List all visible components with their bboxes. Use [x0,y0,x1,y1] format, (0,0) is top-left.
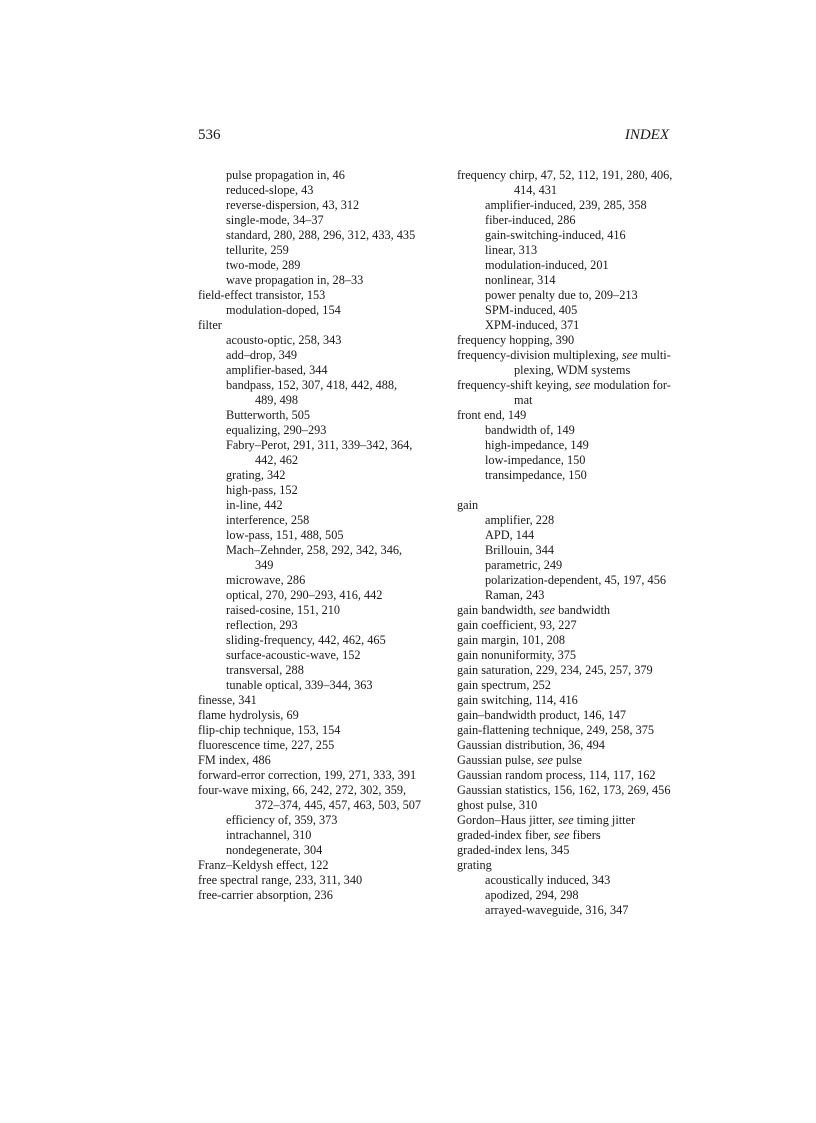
index-subentry: bandwidth of, 149 [485,423,575,437]
index-entry: gain saturation, 229, 234, 245, 257, 379 [457,663,653,677]
index-subentry: nonlinear, 314 [485,273,556,287]
index-entry [457,348,682,363]
index-subentry: XPM-induced, 371 [485,318,580,332]
index-entry: ghost pulse, 310 [457,798,538,812]
index-entry-continuation: 372–374, 445, 457, 463, 503, 507 [255,798,422,812]
index-subentry: tunable optical, 339–344, 363 [226,678,373,692]
index-term: frequency-division multiplexing, [457,348,622,362]
index-entry [457,813,682,828]
index-subentry: acoustically induced, 343 [485,873,611,887]
see-reference: see [537,753,553,767]
index-entry-continuation: mat [514,393,533,407]
index-entry: gain [457,498,479,512]
index-entry: gain-flattening technique, 249, 258, 375 [457,723,655,737]
index-subentry: arrayed-waveguide, 316, 347 [485,903,629,917]
index-subentry: transversal, 288 [226,663,304,677]
index-subentry: transimpedance, 150 [485,468,587,482]
see-reference: see [539,603,556,617]
index-entry: gain switching, 114, 416 [457,693,578,707]
index-subentry: Fabry–Perot, 291, 311, 339–342, 364, [226,438,413,452]
index-subentry: polarization-dependent, 45, 197, 456 [485,573,666,587]
index-subentry: equalizing, 290–293 [226,423,327,437]
index-subentry: Mach–Zehnder, 258, 292, 342, 346, [226,543,403,557]
running-head: INDEX [624,127,669,143]
index-subentry: modulation-doped, 154 [226,303,341,317]
index-subentry: low-pass, 151, 488, 505 [226,528,344,542]
index-subentry: reverse-dispersion, 43, 312 [226,198,360,212]
index-subentry: efficiency of, 359, 373 [226,813,338,827]
see-reference: see [621,348,638,362]
index-entry: Gaussian distribution, 36, 494 [457,738,605,752]
index-subentry: standard, 280, 288, 296, 312, 433, 435 [226,228,416,242]
index-subentry: tellurite, 259 [226,243,289,257]
index-entry: field-effect transistor, 153 [198,288,326,302]
index-subentry: high-impedance, 149 [485,438,589,452]
page-header [198,127,669,147]
see-target: fibers [569,828,601,842]
index-entry: flame hydrolysis, 69 [198,708,299,722]
index-subentry: apodized, 294, 298 [485,888,579,902]
index-entry: gain coefficient, 93, 227 [457,618,577,632]
index-term: graded-index fiber, [457,828,554,842]
index-entry: free-carrier absorption, 236 [198,888,333,902]
index-term: Gordon–Haus jitter, [457,813,558,827]
see-reference: see [553,828,570,842]
see-reference: see [557,813,574,827]
index-subentry: raised-cosine, 151, 210 [226,603,341,617]
index-entry: free spectral range, 233, 311, 340 [198,873,363,887]
index-subentry: power penalty due to, 209–213 [485,288,638,302]
index-subentry: microwave, 286 [226,573,306,587]
index-entry: finesse, 341 [198,693,257,707]
index-subentry: low-impedance, 150 [485,453,586,467]
index-subentry: wave propagation in, 28–33 [226,273,364,287]
index-entry: four-wave mixing, 66, 242, 272, 302, 359, [198,783,407,797]
index-entry-continuation: 442, 462 [255,453,299,467]
section-gap [457,483,682,498]
see-target: modulation for- [590,378,671,392]
index-subentry: surface-acoustic-wave, 152 [226,648,361,662]
index-entry: gain nonuniformity, 375 [457,648,577,662]
index-subentry: add–drop, 349 [226,348,298,362]
see-target: bandwidth [555,603,611,617]
index-subentry: pulse propagation in, 46 [226,168,345,182]
index-entry: fluorescence time, 227, 255 [198,738,335,752]
index-subentry: modulation-induced, 201 [485,258,609,272]
index-entry: Franz–Keldysh effect, 122 [198,858,329,872]
index-subentry: nondegenerate, 304 [226,843,323,857]
index-entry: gain spectrum, 252 [457,678,551,692]
index-subentry: reflection, 293 [226,618,298,632]
index-entry: front end, 149 [457,408,527,422]
index-entry-continuation: 489, 498 [255,393,299,407]
index-column-left [198,168,420,903]
index-entry: flip-chip technique, 153, 154 [198,723,341,737]
index-subentry: single-mode, 34–37 [226,213,324,227]
index-entry: gain margin, 101, 208 [457,633,566,647]
index-entry: graded-index lens, 345 [457,843,570,857]
index-entry: filter [198,318,222,332]
index-entry: grating [457,858,492,872]
index-entry: frequency chirp, 47, 52, 112, 191, 280, 406, [457,168,673,182]
index-subentry: APD, 144 [485,528,535,542]
index-entry-continuation: plexing, WDM systems [514,363,631,377]
index-subentry: linear, 313 [485,243,538,257]
index-subentry: amplifier-based, 344 [226,363,328,377]
see-target: timing jitter [573,813,636,827]
index-subentry: Butterworth, 505 [226,408,311,422]
index-entry: frequency hopping, 390 [457,333,575,347]
index-entry [457,603,682,618]
index-term: gain bandwidth, [457,603,540,617]
index-entry: Gaussian random process, 114, 117, 162 [457,768,656,782]
index-subentry: bandpass, 152, 307, 418, 442, 488, [226,378,398,392]
index-entry [457,828,682,843]
index-subentry: SPM-induced, 405 [485,303,578,317]
index-subentry: grating, 342 [226,468,286,482]
index-subentry: reduced-slope, 43 [226,183,314,197]
index-subentry: intrachannel, 310 [226,828,312,842]
see-target: pulse [552,753,582,767]
index-subentry: amplifier, 228 [485,513,555,527]
index-subentry: amplifier-induced, 239, 285, 358 [485,198,647,212]
index-subentry: acousto-optic, 258, 343 [226,333,342,347]
index-subentry: interference, 258 [226,513,310,527]
see-target: multi- [637,348,671,362]
index-subentry: sliding-frequency, 442, 462, 465 [226,633,386,647]
index-subentry: two-mode, 289 [226,258,301,272]
index-column-right [457,168,682,918]
index-subentry: parametric, 249 [485,558,563,572]
index-entry: Gaussian statistics, 156, 162, 173, 269, 456 [457,783,671,797]
index-entry: FM index, 486 [198,753,271,767]
index-term: Gaussian pulse, [457,753,538,767]
index-entry: forward-error correction, 199, 271, 333, 391 [198,768,417,782]
index-subentry: high-pass, 152 [226,483,298,497]
index-entry-continuation: 349 [255,558,274,572]
index-subentry: fiber-induced, 286 [485,213,576,227]
index-subentry: in-line, 442 [226,498,283,512]
see-reference: see [574,378,591,392]
index-term: frequency-shift keying, [457,378,575,392]
index-subentry: Brillouin, 344 [485,543,555,557]
index-entry-continuation: 414, 431 [514,183,558,197]
index-subentry: optical, 270, 290–293, 416, 442 [226,588,383,602]
page-number: 536 [198,127,221,143]
index-subentry: Raman, 243 [485,588,545,602]
index-entry [457,753,682,768]
index-subentry: gain-switching-induced, 416 [485,228,626,242]
index-entry [457,378,682,393]
index-entry: gain–bandwidth product, 146, 147 [457,708,627,722]
